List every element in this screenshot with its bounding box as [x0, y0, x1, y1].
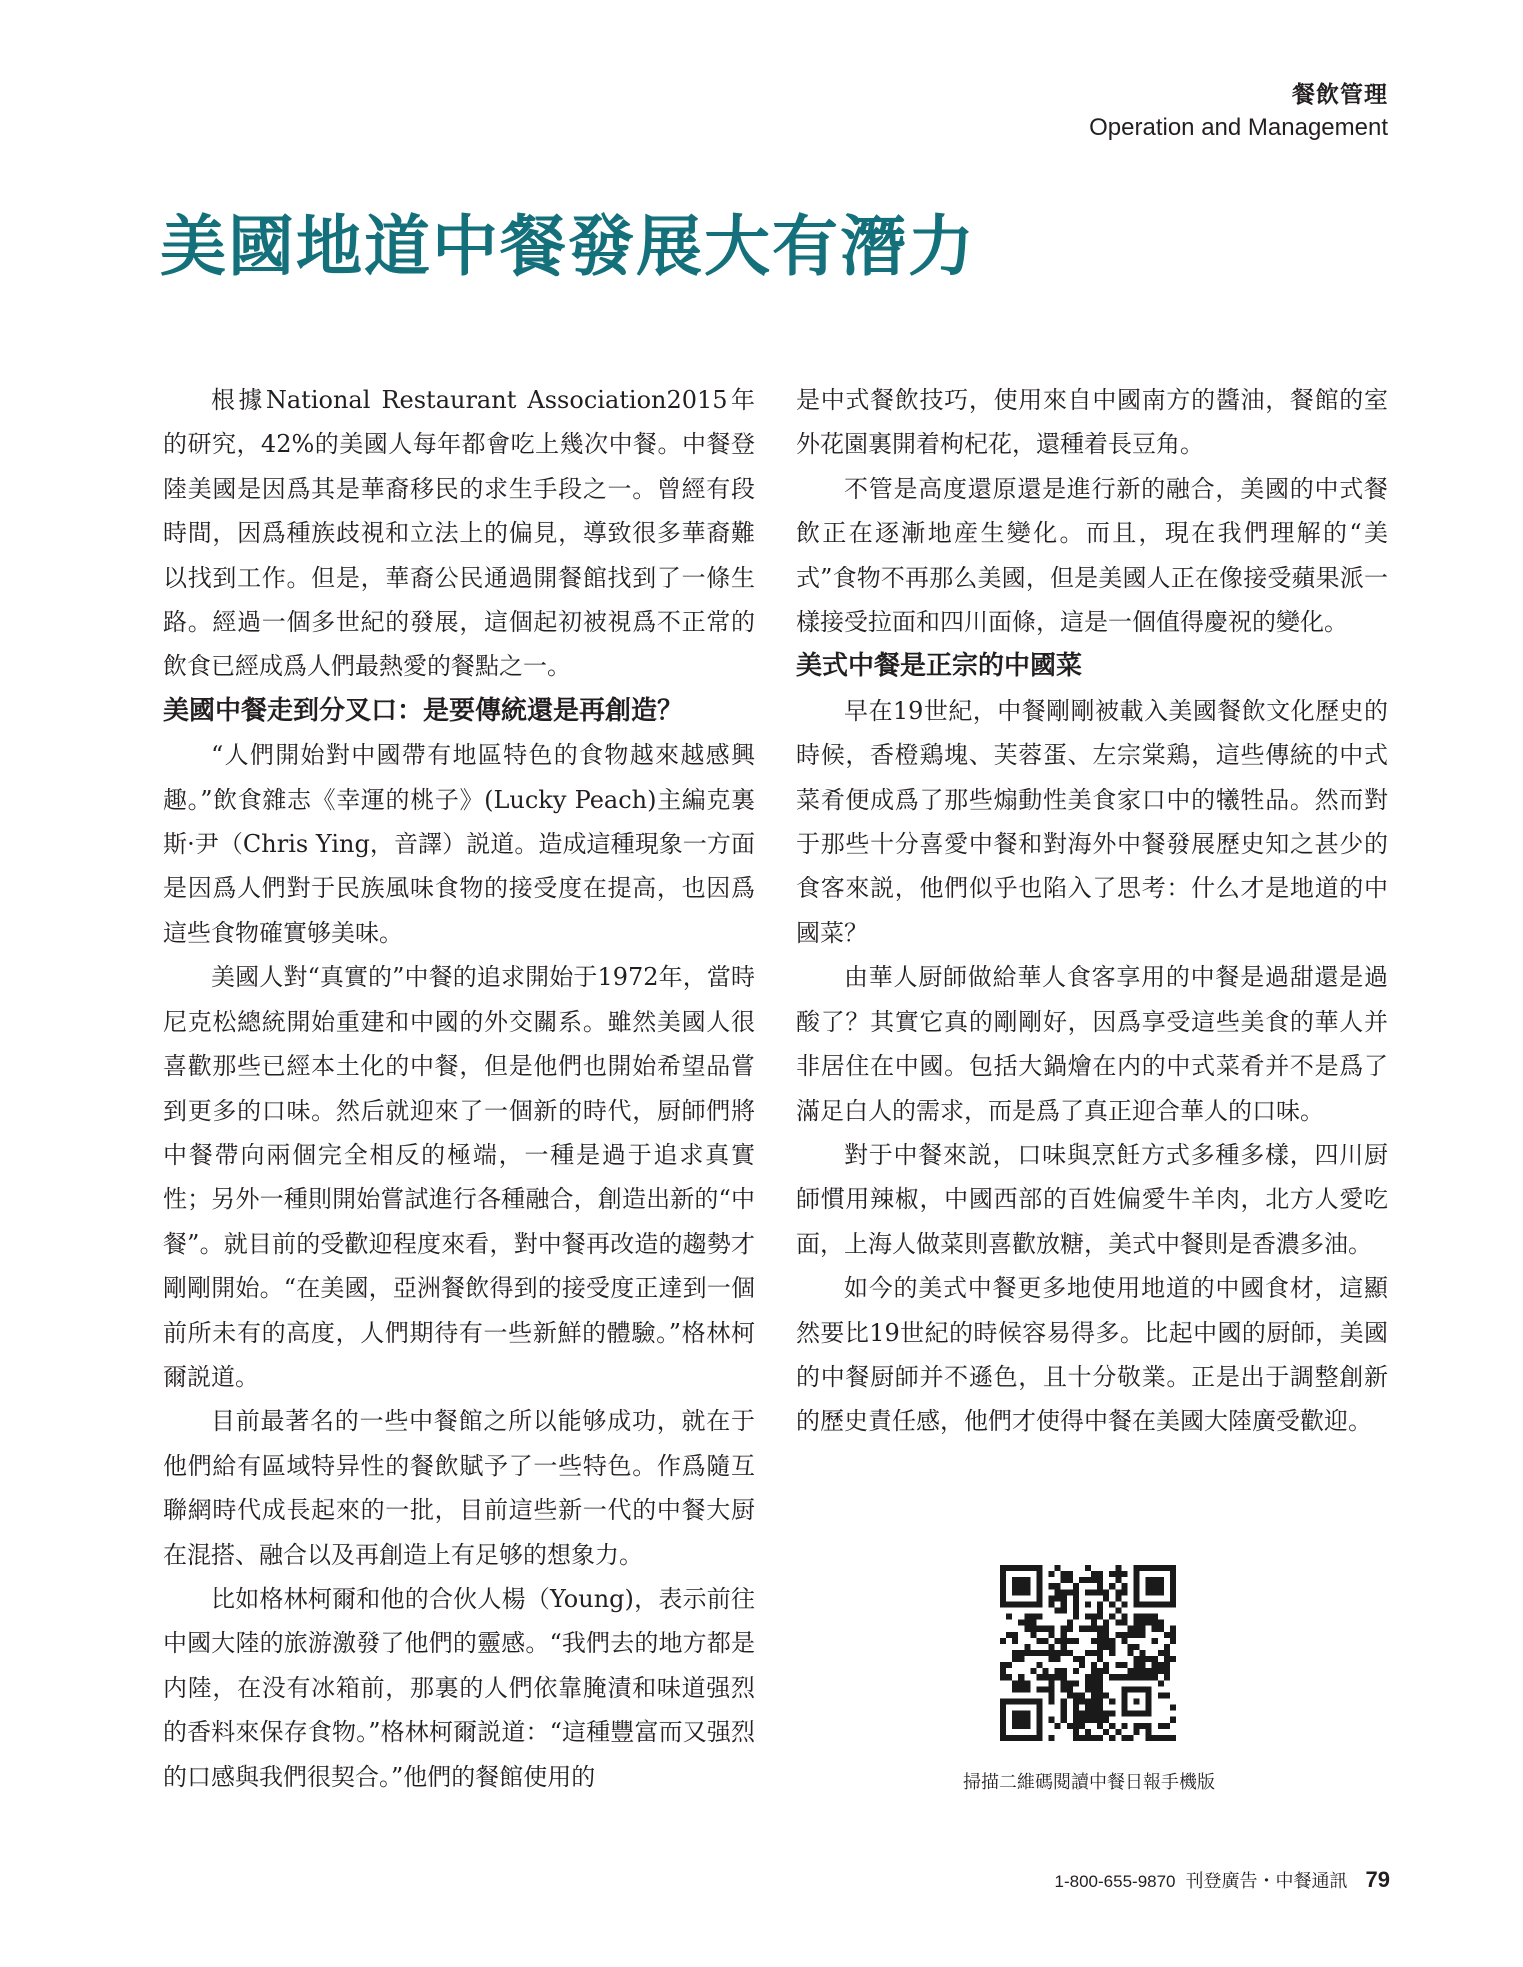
qr-code[interactable] — [1000, 1565, 1176, 1741]
section-heading: 美國中餐走到分叉口：是要傳統還是再創造？ — [163, 695, 684, 726]
section-label-chinese: 餐飲管理 — [1292, 82, 1388, 108]
paragraph: 根據National Restaurant Association2015年的研究，42%的美國人每年都會吃上幾次中餐。中餐登陸美國是因爲其是華裔移民的求生手段之一。曾經有段時間，因爲種族歧視和立法上的偏見，導致很多華裔難以找到工作。但是，華裔公民通過開餐館找到了一條生路。經過一個多世紀的發展，這個起初被視爲不正常的飲食已經成爲人們最熱愛的餐點之一。 — [163, 386, 755, 681]
page-footer — [1055, 1867, 1390, 1893]
paragraph: 對于中餐來説，口味與烹飪方式多種多樣，四川厨師慣用辣椒，中國西部的百姓偏愛牛羊肉，北方人愛吃面，上海人做菜則喜歡放糖，美式中餐則是香濃多油。 — [796, 1140, 1388, 1258]
footer-phone: 1-800-655-9870 — [1054, 1872, 1176, 1891]
paragraph: 目前最著名的一些中餐館之所以能够成功，就在于他們給有區域特异性的餐飲賦予了一些特色。作爲隨互聯網時代成長起來的一批，目前這些新一代的中餐大厨在混搭、融合以及再創造上有足够的想象力。 — [163, 1407, 755, 1569]
article-column-left — [163, 378, 755, 1799]
paragraph: 早在19世紀，中餐剛剛被載入美國餐飲文化歷史的時候，香橙鶏塊、芙蓉蛋、左宗棠鶏，這些傳統的中式菜肴便成爲了那些煽動性美食家口中的犧牲品。然而對于那些十分喜愛中餐和對海外中餐發展歷史知之甚少的食客來説，他們似乎也陷入了思考：什么才是地道的中國菜？ — [796, 696, 1388, 947]
article-column-right — [796, 378, 1388, 1444]
paragraph: “人們開始對中國帶有地區特色的食物越來越感興趣。”飲食雜志《幸運的桃子》(Lucky Peach)主編克裏斯·尹（Chris Ying，音譯）説道。造成這種現象一方面是因爲人們對于民族風味食物的接受度在提高，也因爲這些食物確實够美味。 — [163, 741, 755, 947]
article-title: 美國地道中餐發展大有潛力 — [160, 207, 976, 285]
qr-caption: 掃描二維碼閱讀中餐日報手機版 — [963, 1772, 1215, 1793]
paragraph: 不管是高度還原還是進行新的融合，美國的中式餐飲正在逐漸地産生變化。而且，現在我們理解的“美式”食物不再那么美國，但是美國人正在像接受蘋果派一樣接受拉面和四川面條，這是一個值得慶祝的變化。 — [796, 474, 1388, 637]
section-label-english: Operation and Management — [1089, 114, 1388, 141]
paragraph: 如今的美式中餐更多地使用地道的中國食材，這顯然要比19世紀的時候容易得多。比起中國的厨師，美國的中餐厨師并不遜色，且十分敬業。正是出于調整創新的歷史責任感，他們才使得中餐在美國大陸廣受歡迎。 — [796, 1274, 1388, 1436]
paragraph: 比如格林柯爾和他的合伙人楊（Young)，表示前往中國大陸的旅游激發了他們的靈感。“我們去的地方都是内陸，在没有冰箱前，那裏的人們依靠腌漬和味道强烈的香料來保存食物。”格林柯爾説道：“這種豐富而又强烈的口感與我們很契合。”他們的餐館使用的 — [163, 1584, 755, 1791]
section-heading: 美式中餐是正宗的中國菜 — [796, 651, 1083, 682]
paragraph: 美國人對“真實的”中餐的追求開始于1972年，當時尼克松總統開始重建和中國的外交關系。雖然美國人很喜歡那些已經本土化的中餐，但是他們也開始希望品嘗到更多的口味。然后就迎來了一個新的時代，厨師們將中餐帶向兩個完全相反的極端，一種是過于追求真實性；另外一種則開始嘗試進行各種融合，創造出新的“中餐”。就目前的受歡迎程度來看，對中餐再改造的趨勢才剛剛開始。“在美國，亞洲餐飲得到的接受度正達到一個前所未有的高度，人們期待有一些新鮮的體驗。”格林柯爾説道。 — [163, 963, 755, 1391]
paragraph-continued: 是中式餐飲技巧，使用來自中國南方的醬油，餐館的室外花園裏開着枸杞花，還種着長豆角。 — [796, 386, 1388, 459]
paragraph: 由華人厨師做給華人食客享用的中餐是過甜還是過酸了？其實它真的剛剛好，因爲享受這些美食的華人并非居住在中國。包括大鍋燴在内的中式菜肴并不是爲了滿足白人的需求，而是爲了真正迎合華人的口味。 — [796, 963, 1388, 1125]
footer-text: 刊登廣告・中餐通訊 — [1185, 1871, 1348, 1892]
page-number: 79 — [1365, 1867, 1390, 1892]
